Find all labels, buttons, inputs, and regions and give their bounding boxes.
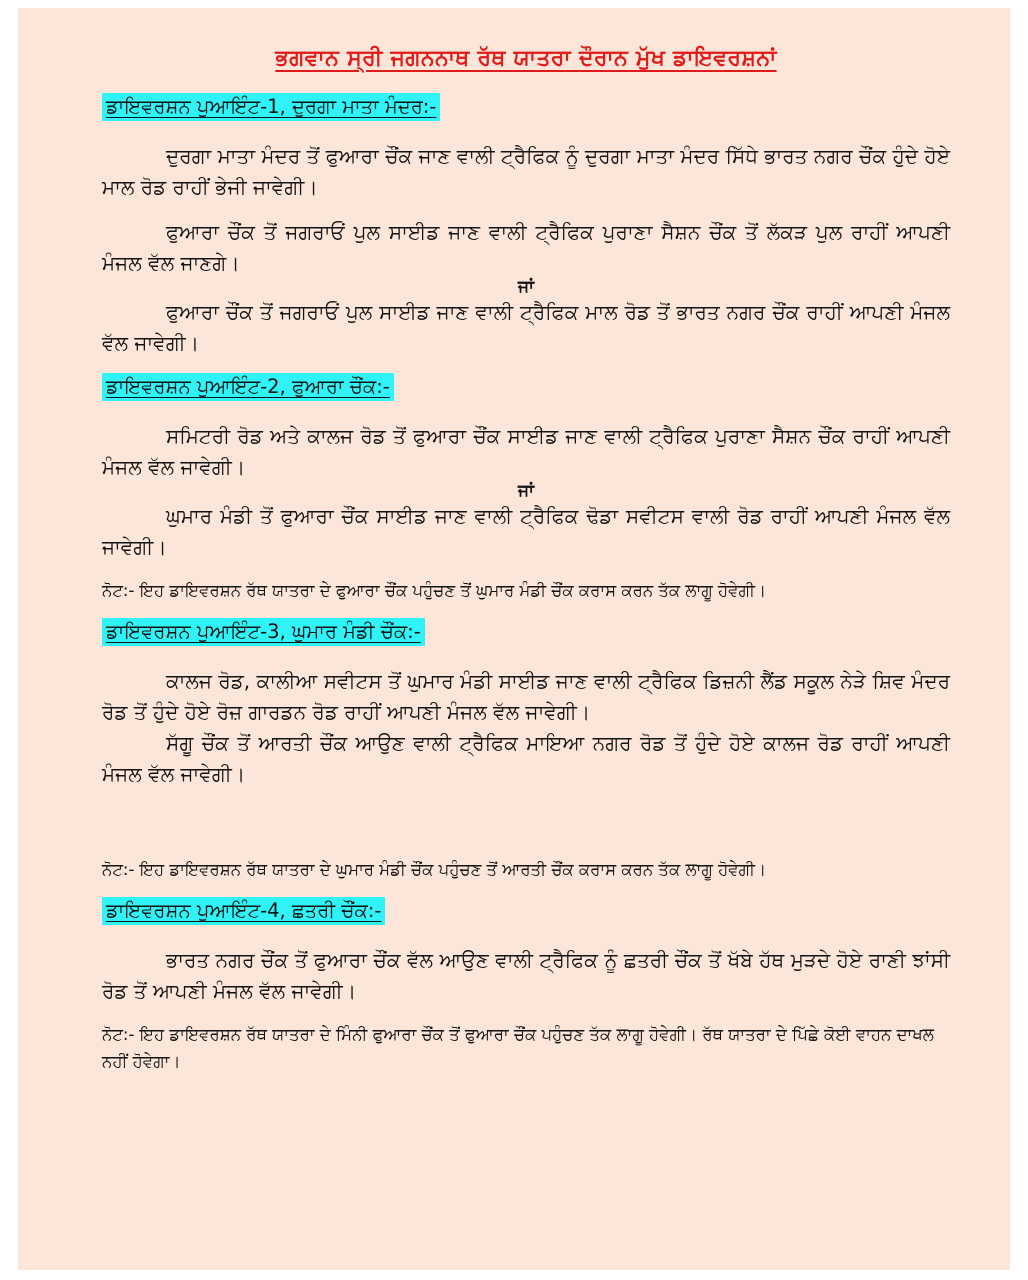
paragraph: ਭਾਰਤ ਨਗਰ ਚੌਂਕ ਤੋਂ ਫੁਆਰਾ ਚੌਂਕ ਵੱਲ ਆਉਣ ਵਾਲੀ ਟ੍ਰੈਫਿਕ ਨੂੰ ਛਤਰੀ ਚੌਂਕ ਤੋਂ ਖੱਬੇ ਹੱਥ ਮੁੜਦੇ ਹੋਏ ਰਾਣੀ ਝਾਂਸੀ ਰੋਡ ਤੋਂ ਆਪਣੀ ਮੰਜਲ ਵੱਲ ਜਾਵੇਗੀ। [102, 948, 950, 1003]
or-separator: ਜਾਂ [518, 277, 534, 297]
paragraph: ਫੁਆਰਾ ਚੌਂਕ ਤੋਂ ਜਗਰਾਓਂ ਪੁਲ ਸਾਈਡ ਜਾਣ ਵਾਲੀ ਟ੍ਰੈਫਿਕ ਮਾਲ ਰੋਡ ਤੋਂ ਭਾਰਤ ਨਗਰ ਚੌਂਕ ਰਾਹੀਂ ਆਪਣੀ ਮੰਜਲ ਵੱਲ ਜਾਵੇਗੀ। [102, 300, 950, 355]
note-text: ਨੋਟ:- ਇਹ ਡਾਇਵਰਸ਼ਨ ਰੱਥ ਯਾਤਰਾ ਦੇ ਮਿੰਨੀ ਫੁਆਰਾ ਚੌਂਕ ਤੋਂ ਫੁਆਰਾ ਚੌਂਕ ਪਹੁੰਚਣ ਤੱਕ ਲਾਗੂ ਹੋਵੇਗੀ। ਰੱਥ ਯਾਤਰਾ ਦੇ ਪਿੱਛੇ ਕੋਈ ਵਾਹਨ ਦਾਖਲ ਨਹੀਂ ਹੋਵੇਗਾ। [102, 1025, 934, 1071]
document-title: ਭਗਵਾਨ ਸ੍ਰੀ ਜਗਨਨਾਥ ਰੱਥ ਯਾਤਰਾ ਦੌਰਾਨ ਮੁੱਖ ਡਾਇਵਰਸ਼ਨਾਂ [275, 46, 777, 71]
paragraph: ਸੱਗੂ ਚੌਂਕ ਤੋਂ ਆਰਤੀ ਚੌਂਕ ਆਉਣ ਵਾਲੀ ਟ੍ਰੈਫਿਕ ਮਾਇਆ ਨਗਰ ਰੋਡ ਤੋਂ ਹੁੰਦੇ ਹੋਏ ਕਾਲਜ ਰੋਡ ਰਾਹੀਂ ਆਪਣੀ ਮੰਜਲ ਵੱਲ ਜਾਵੇਗੀ। [102, 731, 950, 786]
paragraph: ਕਾਲਜ ਰੋਡ, ਕਾਲੀਆ ਸਵੀਟਸ ਤੋਂ ਘੁਮਾਰ ਮੰਡੀ ਸਾਈਡ ਜਾਣ ਵਾਲੀ ਟ੍ਰੈਫਿਕ ਡਿਜ਼ਨੀ ਲੈਂਡ ਸਕੂਲ ਨੇੜੇ ਸ਼ਿਵ ਮੰਦਰ ਰੋਡ ਤੋਂ ਹੁੰਦੇ ਹੋਏ ਰੋਜ਼ ਗਾਰਡਨ ਰੋਡ ਰਾਹੀਂ ਆਪਣੀ ਮੰਜਲ ਵੱਲ ਜਾਵੇਗੀ। [102, 669, 950, 724]
note-text: ਨੋਟ:- ਇਹ ਡਾਇਵਰਸ਼ਨ ਰੱਥ ਯਾਤਰਾ ਦੇ ਘੁਮਾਰ ਮੰਡੀ ਚੌਂਕ ਪਹੁੰਚਣ ਤੋਂ ਆਰਤੀ ਚੌਂਕ ਕਰਾਸ ਕਰਨ ਤੱਕ ਲਾਗੂ ਹੋਵੇਗੀ। [102, 860, 767, 879]
section-heading: ਡਾਇਵਰਸ਼ਨ ਪੁਆਇੰਟ-3, ਘੁਮਾਰ ਮੰਡੀ ਚੌਂਕ:- [102, 618, 425, 646]
section-heading: ਡਾਇਵਰਸ਼ਨ ਪੁਆਇੰਟ-2, ਫੁਆਰਾ ਚੌਂਕ:- [102, 373, 394, 401]
paragraph: ਫੁਆਰਾ ਚੌਂਕ ਤੋਂ ਜਗਰਾਓਂ ਪੁਲ ਸਾਈਡ ਜਾਣ ਵਾਲੀ ਟ੍ਰੈਫਿਕ ਪੁਰਾਣਾ ਸੈਸ਼ਨ ਚੌਂਕ ਤੋਂ ਲੱਕੜ ਪੁਲ ਰਾਹੀਂ ਆਪਣੀ ਮੰਜਲ ਵੱਲ ਜਾਣਗੇ। [102, 220, 950, 275]
document-page [18, 8, 1010, 1270]
or-separator: ਜਾਂ [518, 481, 534, 501]
section-heading: ਡਾਇਵਰਸ਼ਨ ਪੁਆਇੰਟ-1, ਦੁਰਗਾ ਮਾਤਾ ਮੰਦਰ:- [102, 93, 440, 121]
diversion-section-4 [102, 897, 950, 1075]
note-text: ਨੋਟ:- ਇਹ ਡਾਇਵਰਸ਼ਨ ਰੱਥ ਯਾਤਰਾ ਦੇ ਫੁਆਰਾ ਚੌਂਕ ਪਹੁੰਚਣ ਤੋਂ ਘੁਮਾਰ ਮੰਡੀ ਚੌਂਕ ਕਰਾਸ ਕਰਨ ਤੱਕ ਲਾਗੂ ਹੋਵੇਗੀ। [102, 581, 767, 600]
paragraph: ਸਮਿਟਰੀ ਰੋਡ ਅਤੇ ਕਾਲਜ ਰੋਡ ਤੋਂ ਫੁਆਰਾ ਚੌਂਕ ਸਾਈਡ ਜਾਣ ਵਾਲੀ ਟ੍ਰੈਫਿਕ ਪੁਰਾਣਾ ਸੈਸ਼ਨ ਚੌਂਕ ਰਾਹੀਂ ਆਪਣੀ ਮੰਜਲ ਵੱਲ ਜਾਵੇਗੀ। [102, 424, 950, 479]
diversion-section-3 [102, 618, 950, 883]
spacer [102, 804, 950, 856]
paragraph: ਘੁਮਾਰ ਮੰਡੀ ਤੋਂ ਫੁਆਰਾ ਚੌਂਕ ਸਾਈਡ ਜਾਣ ਵਾਲੀ ਟ੍ਰੈਫਿਕ ਢੋਡਾ ਸਵੀਟਸ ਵਾਲੀ ਰੋਡ ਰਾਹੀਂ ਆਪਣੀ ਮੰਜਲ ਵੱਲ ਜਾਵੇਗੀ। [102, 504, 950, 559]
diversion-section-1 [102, 93, 950, 359]
section-heading: ਡਾਇਵਰਸ਼ਨ ਪੁਆਇੰਟ-4, ਛਤਰੀ ਚੌਂਕ:- [102, 897, 385, 925]
diversion-section-2 [102, 373, 950, 604]
paragraph: ਦੁਰਗਾ ਮਾਤਾ ਮੰਦਰ ਤੋਂ ਫੁਆਰਾ ਚੌਂਕ ਜਾਣ ਵਾਲੀ ਟ੍ਰੈਫਿਕ ਨੂੰ ਦੁਰਗਾ ਮਾਤਾ ਮੰਦਰ ਸਿੱਧੇ ਭਾਰਤ ਨਗਰ ਚੌਂਕ ਹੁੰਦੇ ਹੋਏ ਮਾਲ ਰੋਡ ਰਾਹੀਂ ਭੇਜੀ ਜਾਵੇਗੀ। [102, 144, 950, 199]
